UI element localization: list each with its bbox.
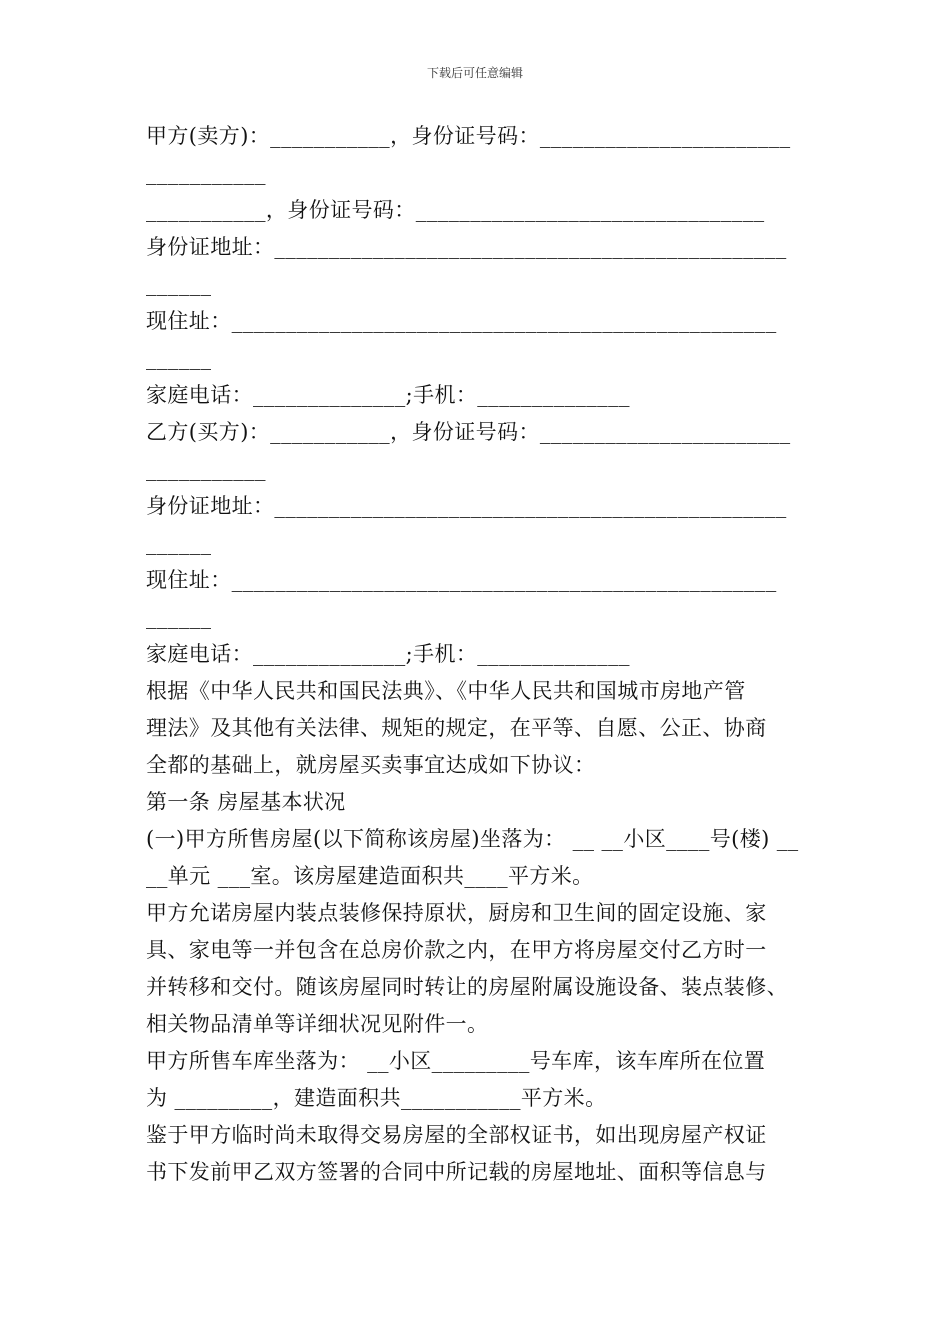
- buyer-name-line: 乙方(买方)：___________，身份证号码：_______________________: [146, 420, 791, 444]
- buyer-id-address-line: 身份证地址：_______________________________________________: [146, 494, 787, 518]
- decoration-clause-line-1: 甲方允诺房屋内装点装修保持原状，厨房和卫生间的固定设施、家: [146, 901, 767, 925]
- buyer-phone-line: 家庭电话：______________;手机：______________: [146, 642, 630, 666]
- decoration-clause-line-3: 并转移和交付。随该房屋同时转让的房屋附属设施设备、装点装修、: [146, 975, 788, 999]
- preamble-line-3: 全都的基础上，就房屋买卖事宜达成如下协议：: [146, 753, 596, 777]
- seller-current-address-line: 现住址：__________________________________________________: [146, 309, 777, 333]
- article-one-heading: 第一条 房屋基本状况: [146, 790, 346, 814]
- seller-second-id-line: ___________，身份证号码：________________________________: [146, 198, 765, 222]
- seller-current-address-continuation: ______: [146, 346, 212, 370]
- garage-location-line-2: 为 _________，建造面积共___________平方米。: [146, 1086, 607, 1110]
- page-header: 下载后可任意编辑: [426, 66, 523, 80]
- seller-id-address-line: 身份证地址：_______________________________________________: [146, 235, 787, 259]
- decoration-clause-line-4: 相关物品清单等详细状况见附件一。: [146, 1012, 489, 1036]
- buyer-current-address-continuation: ______: [146, 605, 212, 629]
- seller-id-address-continuation: ______: [146, 272, 212, 296]
- house-location-line-1: (一)甲方所售房屋(以下简称该房屋)坐落为： __ __小区____号(楼) __: [146, 827, 799, 851]
- garage-location-line-1: 甲方所售车库坐落为： __小区_________号车库，该车库所在位置: [146, 1049, 766, 1073]
- house-location-line-2: __单元 ___室。该房屋建造面积共____平方米。: [146, 864, 594, 888]
- seller-phone-line: 家庭电话：______________;手机：______________: [146, 383, 630, 407]
- buyer-id-continuation: ___________: [146, 457, 266, 481]
- preamble-line-2: 理法》及其他有关法律、规矩的规定，在平等、自愿、公正、协商: [146, 716, 767, 740]
- seller-name-line: 甲方(卖方)：___________，身份证号码：_______________________: [146, 124, 791, 148]
- title-certificate-line-1: 鉴于甲方临时尚未取得交易房屋的全部权证书，如出现房屋产权证: [146, 1123, 767, 1147]
- document-body: [146, 118, 826, 1191]
- decoration-clause-line-2: 具、家电等一并包含在总房价款之内，在甲方将房屋交付乙方时一: [146, 938, 767, 962]
- preamble-line-1: 根据《中华人民共和国民法典》、《中华人民共和国城市房地产管: [146, 679, 746, 703]
- buyer-id-address-continuation: ______: [146, 531, 212, 555]
- title-certificate-line-2: 书下发前甲乙双方签署的合同中所记载的房屋地址、面积等信息与: [146, 1160, 767, 1184]
- buyer-current-address-line: 现住址：__________________________________________________: [146, 568, 777, 592]
- seller-id-continuation: ___________: [146, 161, 266, 185]
